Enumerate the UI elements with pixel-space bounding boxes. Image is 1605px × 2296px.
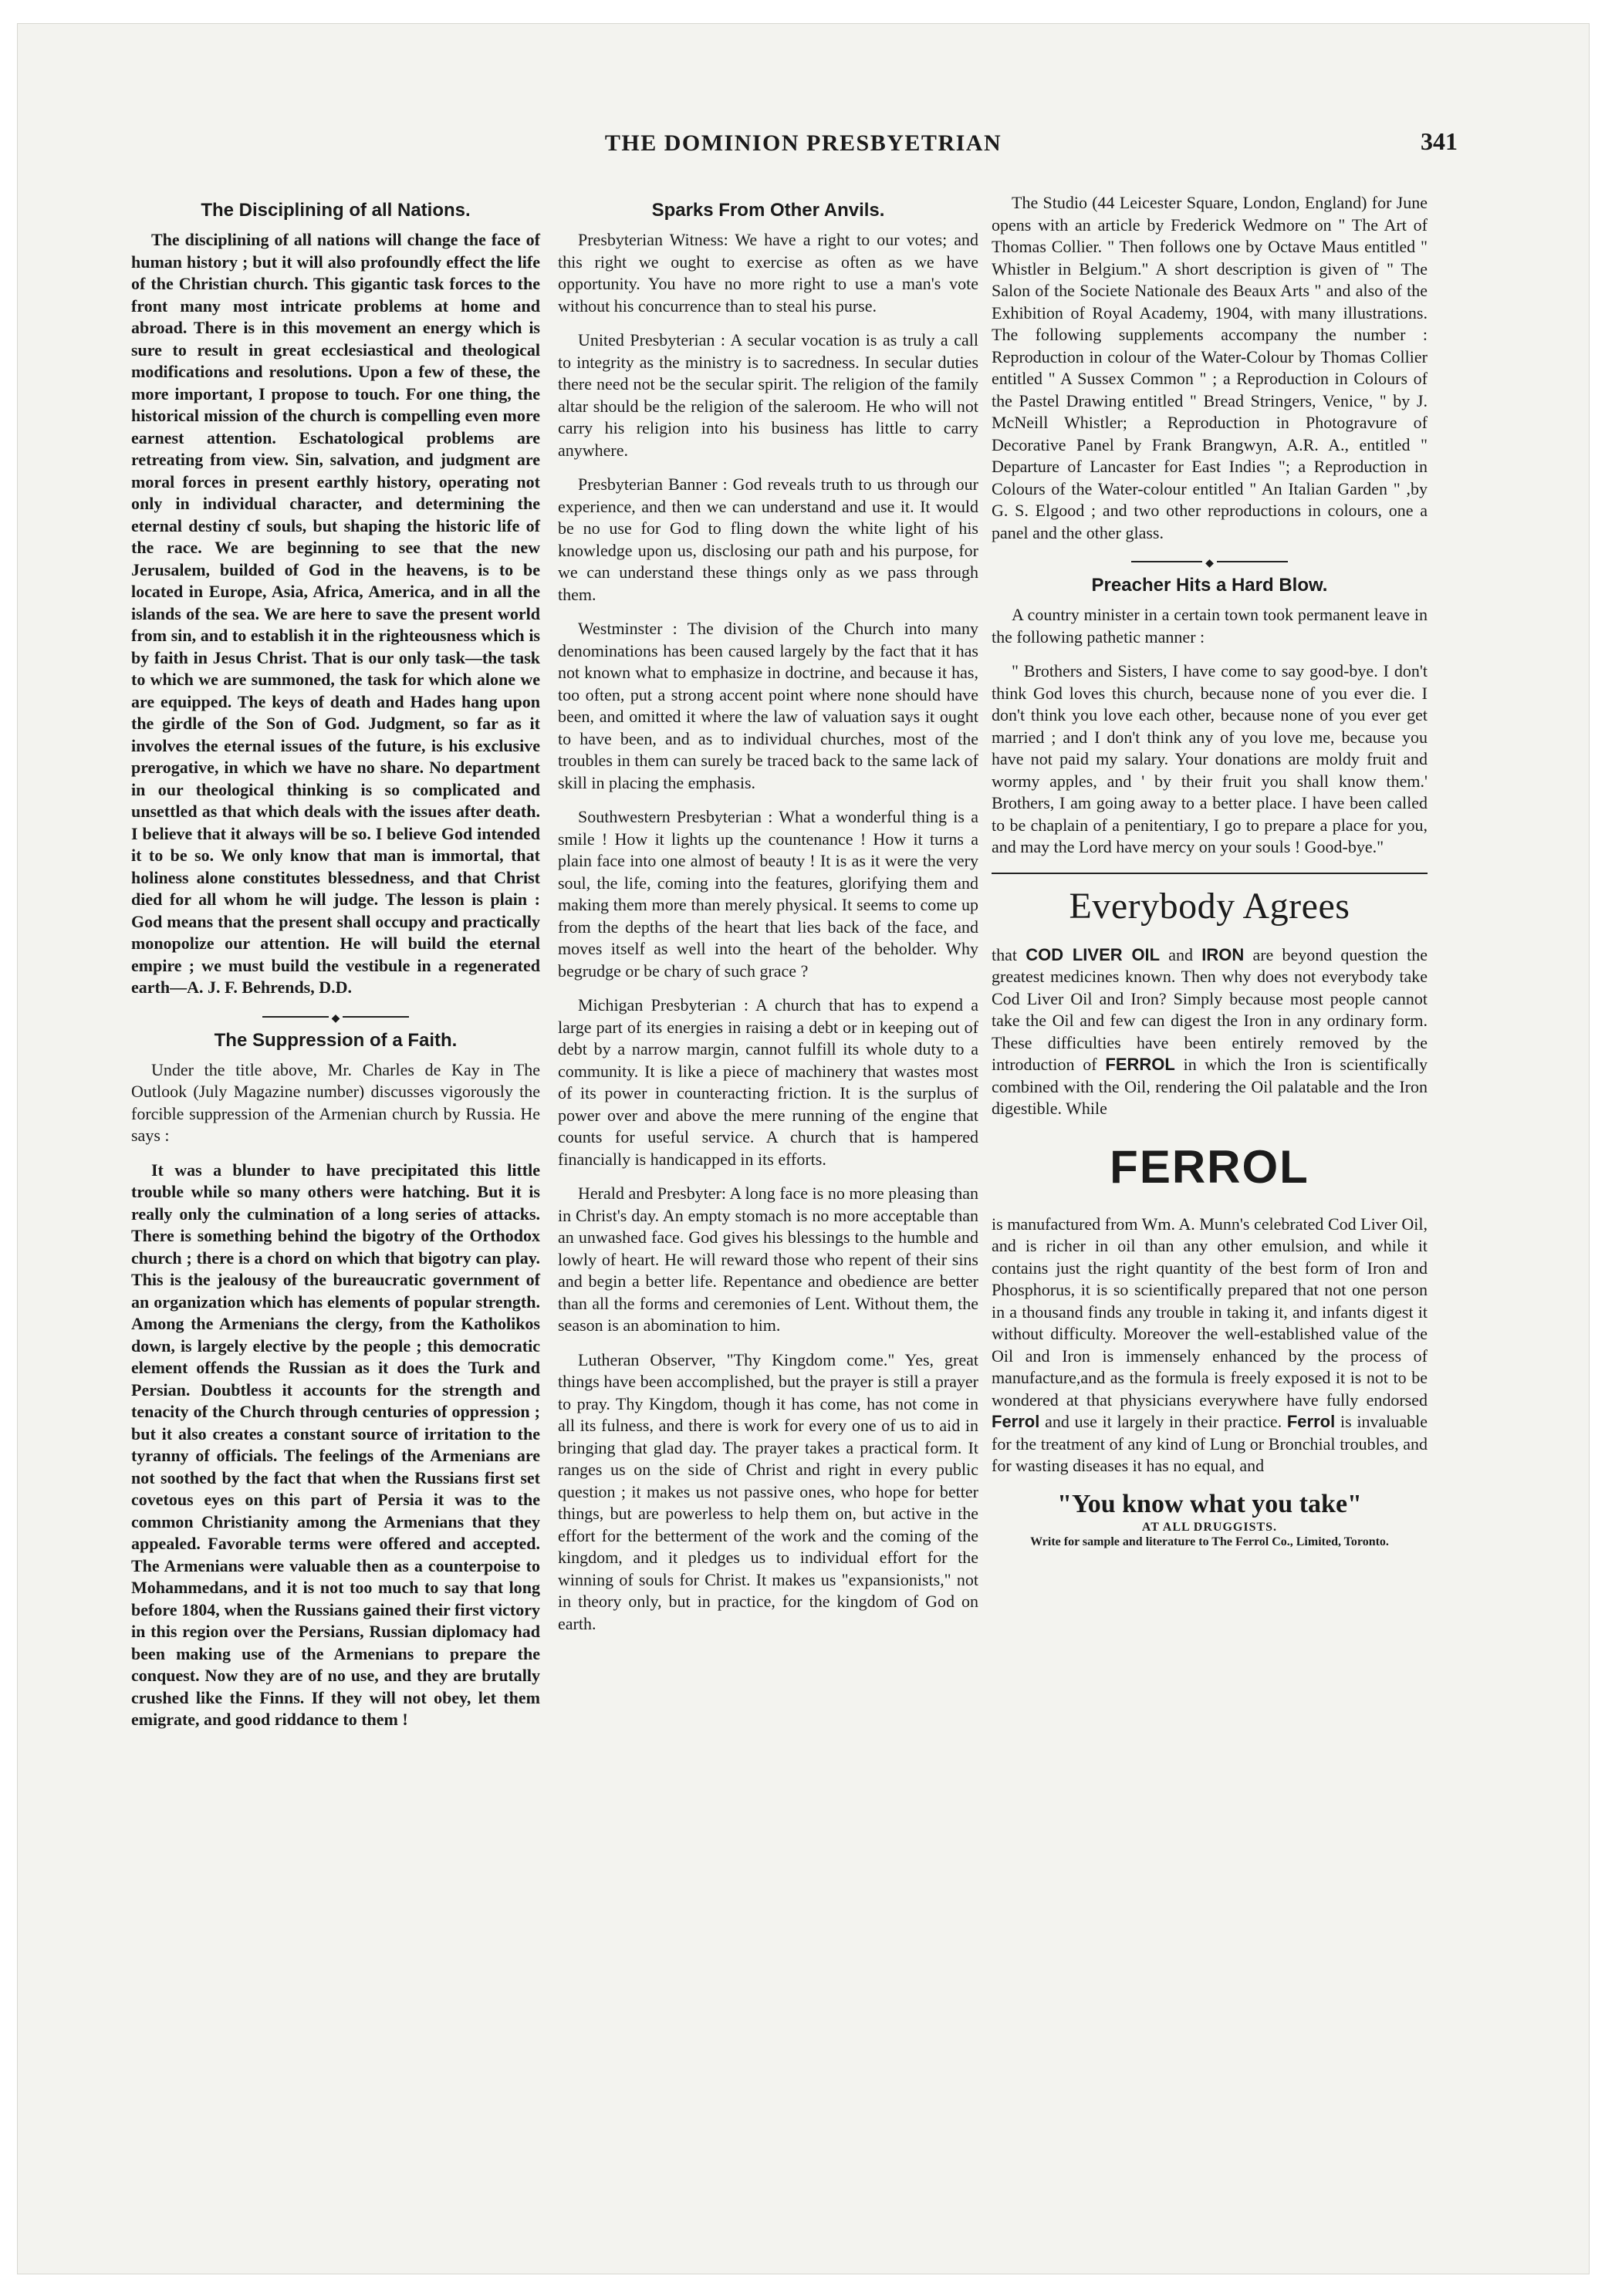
article-intro: A country minister in a certain town took permanent leave in the following pathetic manner :	[992, 605, 1428, 647]
ad-emphasis: Ferrol	[1286, 1412, 1336, 1431]
ad-tagline: "You know what you take"	[1057, 1489, 1362, 1518]
article-intro: Under the title above, Mr. Charles de Kay in The Outlook (July Magazine number) discusses vigorously the forcible suppression of the Armenian church by Russia. He says :	[131, 1059, 540, 1145]
section-divider: ◆	[992, 556, 1428, 567]
running-title: THE DOMINION PRESBYETRIAN	[604, 130, 1002, 156]
quote-paragraph: United Presbyterian : A secular vocation is as truly a call to integrity as the ministry is to sacredness. In secular duties there need not be the secular spirit. The religion of the family altar should be the religion of the saleroom. He who will not carry his religion into his business has little to carry anywhere.	[558, 330, 978, 460]
quote-paragraph: Michigan Presbyterian : A church that has to expend a large part of its energies in raising a debt or in keeping out of debt by a narrow margin, cannot fulfill its whole duty to a community. It is like a piece of machinery that wastes most of its power in counteracting friction. It is the surplus of power over and above the mere running of the engine that counts for useful service. A church that is hampered financially is handicapped in its efforts.	[558, 995, 978, 1169]
article-body: The disciplining of all nations will change the face of human history ; but it will also profoundly effect the life of the Christian church. This gigantic task forces to the front many most intricate problems at home and abroad. There is in this movement an energy which is sure to result in great ecclesiastical and theological modifications and resolutions. Upon a few of these, the more important, I propose to touch. For one thing, the historical mission of the church is compelling even more earnest attention. Eschatological problems are retreating from view. Sin, salvation, and judgment are moral forces in present earthly history, operating not only in individual character, and determining the eternal destiny cf souls, but shaping the historic life of the race. We are beginning to see that the new Jerusalem, builded of God in the heavens, is to be located in Europe, Asia, Africa, America, and in all the islands of the sea. We are here to save the present world from sin, and to establish it in the righteousness which is by faith in Jesus Christ. That is our only task—the task to which we are summoned, the task for which alone we are equipped. The keys of death and Hades hang upon the girdle of the Son of God. Judgment, so far as it involves the eternal issues of the future, is his exclusive prerogative, in which we have no share. No department in our theological thinking is so complicated and unsettled as that which deals with the issues after death. I believe that it always will be so. I believe God intended it to be so. We only know that man is immortal, that holiness alone constitutes blessedness, and that Christ died for all whom he will judge. The lesson is plain : God means that the present shall occupy and practically monopolize our attention. He will build the eternal empire ; we must build the vestibule in a regenerated earth—A. J. F. Behrends, D.D.	[131, 230, 540, 997]
section-divider: ◆	[131, 1011, 540, 1022]
ad-emphasis: FERROL	[1105, 1055, 1175, 1074]
ad-text: that	[992, 944, 1017, 964]
column-middle	[558, 192, 978, 1647]
article-body: " Brothers and Sisters, I have come to say good-bye. I don't think God loves this church, because none of you ever die. I don't think you love each other, because none of you ever get married ; and I don't think any of you love me, because you have not paid my salary. Your donations are moldy fruit and wormy apples, and ' by their fruit you shall know them.' Brothers, I am going away to a better place. I have been called to be chaplain of a penitentiary, I go to prepare a place for you, and may the Lord have mercy on your souls ! Good-bye."	[992, 661, 1428, 856]
ad-emphasis: Ferrol	[992, 1412, 1040, 1431]
ad-separator-rule	[992, 873, 1428, 874]
quote-paragraph: Presbyterian Banner : God reveals truth to us through our experience, and then we can understand and use it. It would be no use for God to fling down the white light of his knowledge upon us, disclosing our path and his purpose, for we can understand these things only as we pass through them.	[558, 474, 978, 604]
article-title: The Disciplining of all Nations.	[201, 200, 471, 221]
column-left	[131, 192, 540, 1744]
ad-headline: Everybody Agrees	[1069, 885, 1350, 927]
ad-text: is invaluable for the treatment of any kind of Lung or Bronchial troubles, and for wasting diseases it has no equal, and	[992, 1412, 1428, 1475]
ad-text: is manufactured from Wm. A. Munn's celebrated Cod Liver Oil, and is richer in oil than any other emulsion, and while it contains just the right quantity of the best form of Iron and Phosphorus, it is so scientifically prepared that not one person in a thousand finds any trouble in taking it, and infants digest it without difficulty. Moreover the well-established value of the Oil and Iron is immensely enhanced by the process of manufacture,and as the formula is freely exposed it is not to be wondered at that physicians everywhere have fully endorsed	[992, 1214, 1428, 1410]
ad-paragraph	[992, 1214, 1428, 1477]
ad-contact: Write for sample and literature to The Ferrol Co., Limited, Toronto.	[1030, 1535, 1389, 1548]
article-title: The Suppression of a Faith.	[214, 1029, 458, 1051]
quote-paragraph: Westminster : The division of the Church into many denominations has been caused largely by the fact that it has not known what to emphasize in doctrine, and because it has, too often, put a strong accent point where none should have been, and omitted it where the law of valuation says it ought to have been, and as to individual churches, most of the troubles in them can surely be traced back to the same lack of skill in placing the emphasis.	[558, 619, 978, 792]
quote-paragraph: Presbyterian Witness: We have a right to our votes; and this right we ought to exercise as often as we have opportunity. You have no more right to use a man's vote without his concurrence than to steal his purse.	[558, 230, 978, 316]
article-disciplining	[131, 200, 540, 999]
ad-emphasis: IRON	[1201, 944, 1245, 964]
column-right	[992, 192, 1428, 1550]
page-header	[18, 127, 1589, 161]
page-number: 341	[1421, 127, 1458, 155]
article-suppression	[131, 1030, 540, 1731]
studio-notice: The Studio (44 Leicester Square, London, England) for June opens with an article by Frederick Wedmore on " The Art of Thomas Collier. " Then follows one by Octave Maus entitled " Whistler in Belgium." A short description is given of " The Salon of the Societe Nationale des Beaux Arts " and also of the Exhibition of Royal Academy, 1904, with many illustrations. The following supplements accompany the number : Reproduction in colour of the Water-Colour by Thomas Collier entitled " A Sussex Common " ; a Reproduction in Colours of the Pastel Drawing entitled " Bread Stringers, Venice, " by J. McNeill Whistler; a Reproduction in Photogravure of Decorative Panel by Frank Brangwyn, A.R. A., entitled " Departure of Lancaster for East Indies "; a Reproduction in Colours of the Water-colour entitled " An Italian Garden " ,by G. S. Elgood ; and two other reproductions in colours, one a panel and the other glass.	[992, 193, 1428, 542]
ad-emphasis: COD LIVER OIL	[1026, 944, 1161, 964]
article-title: Preacher Hits a Hard Blow.	[1091, 575, 1328, 596]
article-title: Sparks From Other Anvils.	[651, 200, 885, 221]
ad-brand-name: FERROL	[1110, 1140, 1309, 1193]
ferrol-advertisement	[992, 885, 1428, 1550]
article-body: It was a blunder to have precipitated this little trouble while so many others were hatching. But it is really only the culmination of a long series of attacks. There is something behind the bigotry of the Orthodox church ; there is a chord on which that bigotry can play. This is the jealousy of the bureaucratic government of an organization which has elements of popular strength. Among the Armenians the clergy, from the Katholikos down, is largely elective by the people ; this democratic element offends the Russian as it does the Turk and Persian. Doubtless it accounts for the strength and tenacity of the Church through centuries of oppression ; but it also creates a constant source of irritation to the tyranny of officials. The feelings of the Armenians are not soothed by the fact that when the Russians first set covetous eyes on this part of Persia it was to the common Christianity among the Armenians that they appealed. Favorable terms were offered and accepted. The Armenians were valuable then as a counterpoise to Mohammedans, and it is not too much to say that long before 1804, when the Russians gained their first victory in this region over the Persians, Russian diplomacy had been making use of the Armenians to prepare the conquest. Now they are of no use, and they are brutally crushed like the Finns. If they will not obey, let them emigrate, and good riddance to them !	[131, 1160, 540, 1729]
quote-paragraph: Herald and Presbyter: A long face is no more pleasing than in Christ's day. An empty stomach is no more acceptable than an unwashed face. God gives his blessings to the humble and lowly of heart. He will reward those who repent of their sins and begin a better life. Repentance and obedience are better than all the forms and ceremonies of Lent. Without them, the season is an abomination to him.	[558, 1183, 978, 1335]
quote-paragraph: Southwestern Presbyterian : What a wonderful thing is a smile ! How it lights up the countenance ! How it turns a plain face into one almost of beauty ! It is as it were the very soul, the life, coming into the features, glorifying them and making them more than merely physical. It seems to come up from the depths of the heart that lies back of the face, and moves itself as well into the heart of the beholder. Why begrudge or be chary of such grace ?	[558, 807, 978, 981]
ad-text: in which the Iron is scientifically combined with the Oil, rendering the Oil palatable and the Iron digestible. While	[992, 1055, 1428, 1118]
ad-text: and	[1168, 944, 1194, 964]
ad-paragraph	[992, 944, 1428, 1120]
ad-text: and use it largely in their practice.	[1045, 1412, 1282, 1431]
ad-availability: AT ALL DRUGGISTS.	[1141, 1520, 1278, 1534]
article-preacher	[992, 575, 1428, 859]
quote-paragraph: Lutheran Observer, "Thy Kingdom come." Yes, great things have been accomplished, but the prayer is still a prayer to pray. Thy Kingdom, though it has come, has not come in all its fulness, and there is work for every one of us to aid in bringing that glad day. The prayer takes a practical form. It ranges us on the side of Christ and right in every public question ; it makes us not passive ones, who hope for better things, but are powerless to help them on, but active in the effort for the betterment of the work and the coming of the kingdom, and it pledges us to individual effort for the winning of souls for Christ. It makes us "expansionists," not in theory only, but in practice, for the kingdom of God on earth.	[558, 1349, 978, 1633]
newspaper-page	[17, 23, 1590, 2274]
ad-text: are beyond question the greatest medicines known. Then why does not everybody take Cod Liver Oil and Iron? Simply because most people cannot take the Oil and few can digest the Iron in any ordinary form. These difficulties have been entirely removed by the introduction of	[992, 944, 1428, 1074]
